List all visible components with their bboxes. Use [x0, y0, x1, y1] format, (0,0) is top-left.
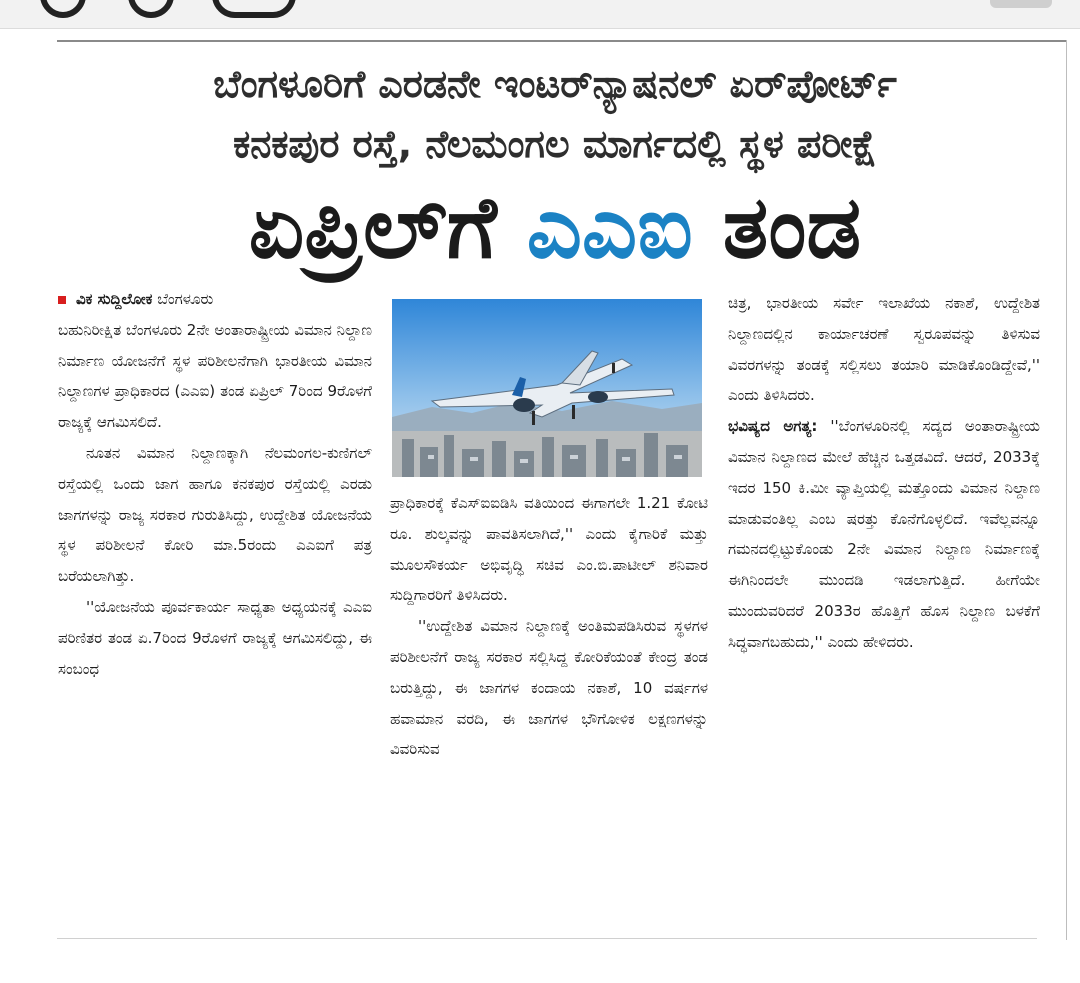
- circle-icon[interactable]: [40, 0, 86, 18]
- main-headline-part-2: ಎಎಐ: [526, 178, 693, 278]
- column-3-paragraph-2: [728, 411, 1040, 657]
- circle-icon[interactable]: [128, 0, 174, 18]
- app-toolbar: [0, 0, 1080, 29]
- column-2-paragraph-2: ''ಉದ್ದೇಶಿತ ವಿಮಾನ ನಿಲ್ದಾಣಕ್ಕೆ ಅಂತಿಮಪಡಿಸಿರುವ ಸ್ಥಳಗಳ ಪರಿಶೀಲನೆಗೆ ರಾಜ್ಯ ಸರಕಾರ ಸಲ್ಲಿಸಿದ್ದ ಕೋರಿಕೆಯಂತೆ ಕೇಂದ್ರ ತಂಡ ಬರುತ್ತಿದ್ದು, ಈ ಜಾಗಗಳ ಕಂದಾಯ ನಕಾಶೆ, 10 ವರ್ಷಗಳ ಹವಾಮಾನ ವರದಿ, ಈ ಜಾಗಗಳ ಭೌಗೋಳಿಕ ಲಕ್ಷಣಗಳನ್ನು ವಿವರಿಸುವ: [390, 617, 708, 759]
- byline: [58, 284, 372, 315]
- article-column-2: [390, 488, 708, 765]
- main-headline-part-3: ತಂಡ: [722, 178, 862, 278]
- headline-line-1: ಬೆಂಗಳೂರಿಗೆ ಎರಡನೇ ಇಂಟರ್‌ನ್ಯಾಷನಲ್ ಏರ್‌ಪೋರ್ಟ್: [213, 62, 897, 106]
- byline-source: ವಿಕ ಸುದ್ದಿಲೋಕ: [76, 290, 153, 308]
- city-buildings: [402, 433, 688, 477]
- headline-line-2: ಕನಕಪುರ ರಸ್ತೆ, ನೆಲಮಂಗಲ ಮಾರ್ಗದಲ್ಲಿ ಸ್ಥಳ ಪರೀಕ್ಷೆ: [233, 122, 877, 166]
- column-1-paragraph-2: ನೂತನ ವಿಮಾನ ನಿಲ್ದಾಣಕ್ಕಾಗಿ ನೆಲಮಂಗಲ-ಕುಣಿಗಲ್ ರಸ್ತೆಯಲ್ಲಿ ಒಂದು ಜಾಗ ಹಾಗೂ ಕನಕಪುರ ರಸ್ತೆಯಲ್ಲಿ ಎರಡು ಜಾಗಗಳನ್ನು ರಾಜ್ಯ ಸರಕಾರ ಗುರುತಿಸಿದ್ದು, ಉದ್ದೇಶಿತ ಯೋಜನೆಯ ಸ್ಥಳ ಪರಿಶೀಲನೆ ಕೋರಿ ಮಾ.5ರಂದು ಎಎಐಗೆ ಪತ್ರ ಬರೆಯಲಾಗಿತ್ತು.: [58, 443, 372, 586]
- column-1-paragraph-3: ''ಯೋಜನೆಯ ಪೂರ್ವಕಾರ್ಯ ಸಾಧ್ಯತಾ ಅಧ್ಯಯನಕ್ಕೆ ಎಎಐ ಪರಿಣಿತರ ತಂಡ ಏ.7ರಿಂದ 9ರೊಳಗೆ ರಾಜ್ಯಕ್ಕೆ ಆಗಮಿಸಲಿದ್ದು, ಈ ಸಂಬಂಧ: [58, 597, 372, 678]
- main-headline: [60, 178, 1050, 278]
- column-2-paragraph-1: ಪ್ರಾಧಿಕಾರಕ್ಕೆ ಕೆಎಸ್‌ಐಐಡಿಸಿ ವತಿಯಿಂದ ಈಗಾಗಲೇ 1.21 ಕೋಟಿ ರೂ. ಶುಲ್ಕವನ್ನು ಪಾವತಿಸಲಾಗಿದೆ,'' ಎಂದು ಕೈಗಾರಿಕೆ ಮತ್ತು ಮೂಲಸೌಕರ್ಯ ಅಭಿವೃದ್ಧಿ ಸಚಿವ ಎಂ.ಬಿ.ಪಾಟೀಲ್ ಶನಿವಾರ ಸುದ್ದಿಗಾರರಿಗೆ ತಿಳಿಸಿದರು.: [390, 494, 708, 605]
- column-1-paragraph-1: ಬಹುನಿರೀಕ್ಷಿತ ಬೆಂಗಳೂರು 2ನೇ ಅಂತಾರಾಷ್ಟ್ರೀಯ ವಿಮಾನ ನಿಲ್ದಾಣ ನಿರ್ಮಾಣ ಯೋಜನೆಗೆ ಸ್ಥಳ ಪರಿಶೀಲನೆಗಾಗಿ ಭಾರತೀಯ ವಿಮಾನ ನಿಲ್ದಾಣಗಳ ಪ್ರಾಧಿಕಾರದ (ಎಎಐ) ತಂಡ ಏಪ್ರಿಲ್ 7ರಿಂದ 9ರೊಳಗೆ ರಾಜ್ಯಕ್ಕೆ ಆಗಮಿಸಲಿದೆ.: [58, 320, 372, 432]
- article-column-3: [728, 288, 1040, 658]
- airplane-photo-graphic: [392, 299, 702, 477]
- column-3-paragraph-1: ಚಿತ್ರ, ಭಾರತೀಯ ಸರ್ವೇ ಇಲಾಖೆಯ ನಕಾಶೆ, ಉದ್ದೇಶಿತ ನಿಲ್ದಾಣದಲ್ಲಿನ ಕಾರ್ಯಾಚರಣೆ ಸ್ವರೂಪವನ್ನು ತಿಳಿಸುವ ವಿವರಗಳನ್ನು ತಂಡಕ್ಕೆ ಸಲ್ಲಿಸಲು ತಯಾರಿ ಮಾಡಿಕೊಂಡಿದ್ದೇವೆ,'' ಎಂದು ತಿಳಿಸಿದರು.: [728, 294, 1040, 405]
- bullet-square-icon: [58, 296, 66, 304]
- page-right-rule: [1066, 40, 1067, 940]
- byline-city: ಬೆಂಗಳೂರು: [157, 290, 214, 308]
- main-headline-part-1: ಏಪ್ರಿಲ್‌ಗೆ: [248, 178, 497, 278]
- page-top-rule: [57, 40, 1067, 42]
- article-column-1: [58, 284, 372, 684]
- column-3-paragraph-2-text: ''ಬೆಂಗಳೂರಿನಲ್ಲಿ ಸದ್ಯದ ಅಂತಾರಾಷ್ಟ್ರೀಯ ವಿಮಾನ ನಿಲ್ದಾಣದ ಮೇಲೆ ಹೆಚ್ಚಿನ ಒತ್ತಡವಿದೆ. ಆದರೆ, 2033ಕ್ಕೆ ಇದರ 150 ಕಿ.ಮೀ ವ್ಯಾಪ್ತಿಯಲ್ಲಿ ಮತ್ತೊಂದು ವಿಮಾನ ನಿಲ್ದಾಣ ಮಾಡುವಂತಿಲ್ಲ ಎಂಬ ಷರತ್ತು ಕೊನೆಗೊಳ್ಳಲಿದೆ. ಇವೆಲ್ಲವನ್ನೂ ಗಮನದಲ್ಲಿಟ್ಟುಕೊಂಡು 2ನೇ ವಿಮಾನ ನಿಲ್ದಾಣ ನಿರ್ಮಾಣಕ್ಕೆ ಈಗಿನಿಂದಲೇ ಮುಂದಡಿ ಇಡಲಾಗುತ್ತಿದೆ. ಹೀಗೆಯೇ ಮುಂದುವರಿದರೆ 2033ರ ಹೊತ್ತಿಗೆ ಹೊಸ ನಿಲ್ದಾಣ ಬಳಕೆಗೆ ಸಿದ್ಧವಾಗಬಹುದು,'' ಎಂದು ಹೇಳಿದರು.: [728, 417, 1040, 651]
- menu-button[interactable]: [990, 0, 1052, 8]
- page-bottom-rule: [57, 938, 1037, 939]
- column-3-subhead: ಭವಿಷ್ಯದ ಅಗತ್ಯ:: [728, 417, 818, 436]
- airplane-photo: [392, 299, 702, 477]
- speech-bubble-icon[interactable]: [212, 0, 296, 18]
